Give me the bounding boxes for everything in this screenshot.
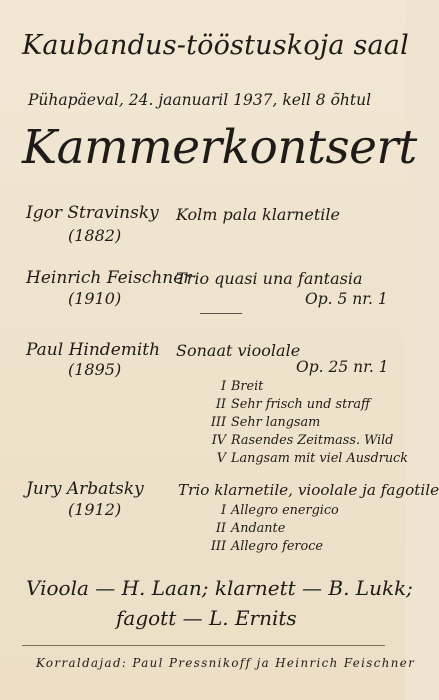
footer-divider bbox=[22, 645, 385, 646]
movement-number: V bbox=[216, 451, 226, 466]
movement-name: Langsam mit viel Ausdruck bbox=[231, 451, 408, 466]
concert-title: Kammerkontsert bbox=[22, 120, 417, 175]
movement-number: II bbox=[215, 521, 226, 536]
composer-name: Igor Stravinsky bbox=[26, 203, 159, 223]
composer-name: Jury Arbatsky bbox=[26, 479, 144, 499]
movement-name: Andante bbox=[231, 521, 286, 536]
movement-number: I bbox=[220, 379, 226, 394]
movement-number: III bbox=[210, 415, 226, 430]
movement-number: IV bbox=[211, 433, 226, 448]
venue-heading: Kaubandus-tööstuskoja saal bbox=[22, 30, 409, 61]
movement-name: Allegro energico bbox=[231, 503, 339, 518]
movement-number: II bbox=[215, 397, 226, 412]
performers-line-1: Vioola — H. Laan; klarnett — B. Lukk; bbox=[26, 576, 413, 600]
performers-line-2: fagott — L. Ernits bbox=[116, 606, 297, 630]
movement-name: Allegro feroce bbox=[231, 539, 323, 554]
composer-year: (1882) bbox=[68, 226, 122, 245]
event-date: Pühapäeval, 24. jaanuaril 1937, kell 8 õhtul bbox=[28, 91, 372, 109]
movement-name: Sehr frisch und straff bbox=[231, 397, 371, 412]
composer-year: (1895) bbox=[68, 360, 122, 379]
work-title: Trio klarnetile, vioolale ja fagotile bbox=[178, 481, 439, 499]
composer-year: (1912) bbox=[68, 500, 122, 519]
movement-name: Breit bbox=[231, 379, 264, 394]
movement-name: Sehr langsam bbox=[231, 415, 321, 430]
opus-number: Op. 25 nr. 1 bbox=[296, 358, 389, 376]
composer-name: Heinrich Feischner bbox=[26, 268, 192, 288]
composer-year: (1910) bbox=[68, 289, 122, 308]
movement-number: III bbox=[210, 539, 226, 554]
work-title: Trio quasi una fantasia bbox=[176, 269, 363, 288]
work-title: Kolm pala klarnetile bbox=[176, 205, 340, 224]
composer-name: Paul Hindemith bbox=[26, 340, 161, 360]
movement-number: I bbox=[220, 503, 226, 518]
movement-name: Rasendes Zeitmass. Wild bbox=[231, 433, 394, 448]
opus-number: Op. 5 nr. 1 bbox=[305, 290, 388, 308]
organizers-line: Korraldajad: Paul Pressnikoff ja Heinrich Feischner bbox=[36, 656, 416, 670]
separator-line bbox=[200, 313, 242, 314]
work-title: Sonaat vioolale bbox=[176, 341, 301, 360]
